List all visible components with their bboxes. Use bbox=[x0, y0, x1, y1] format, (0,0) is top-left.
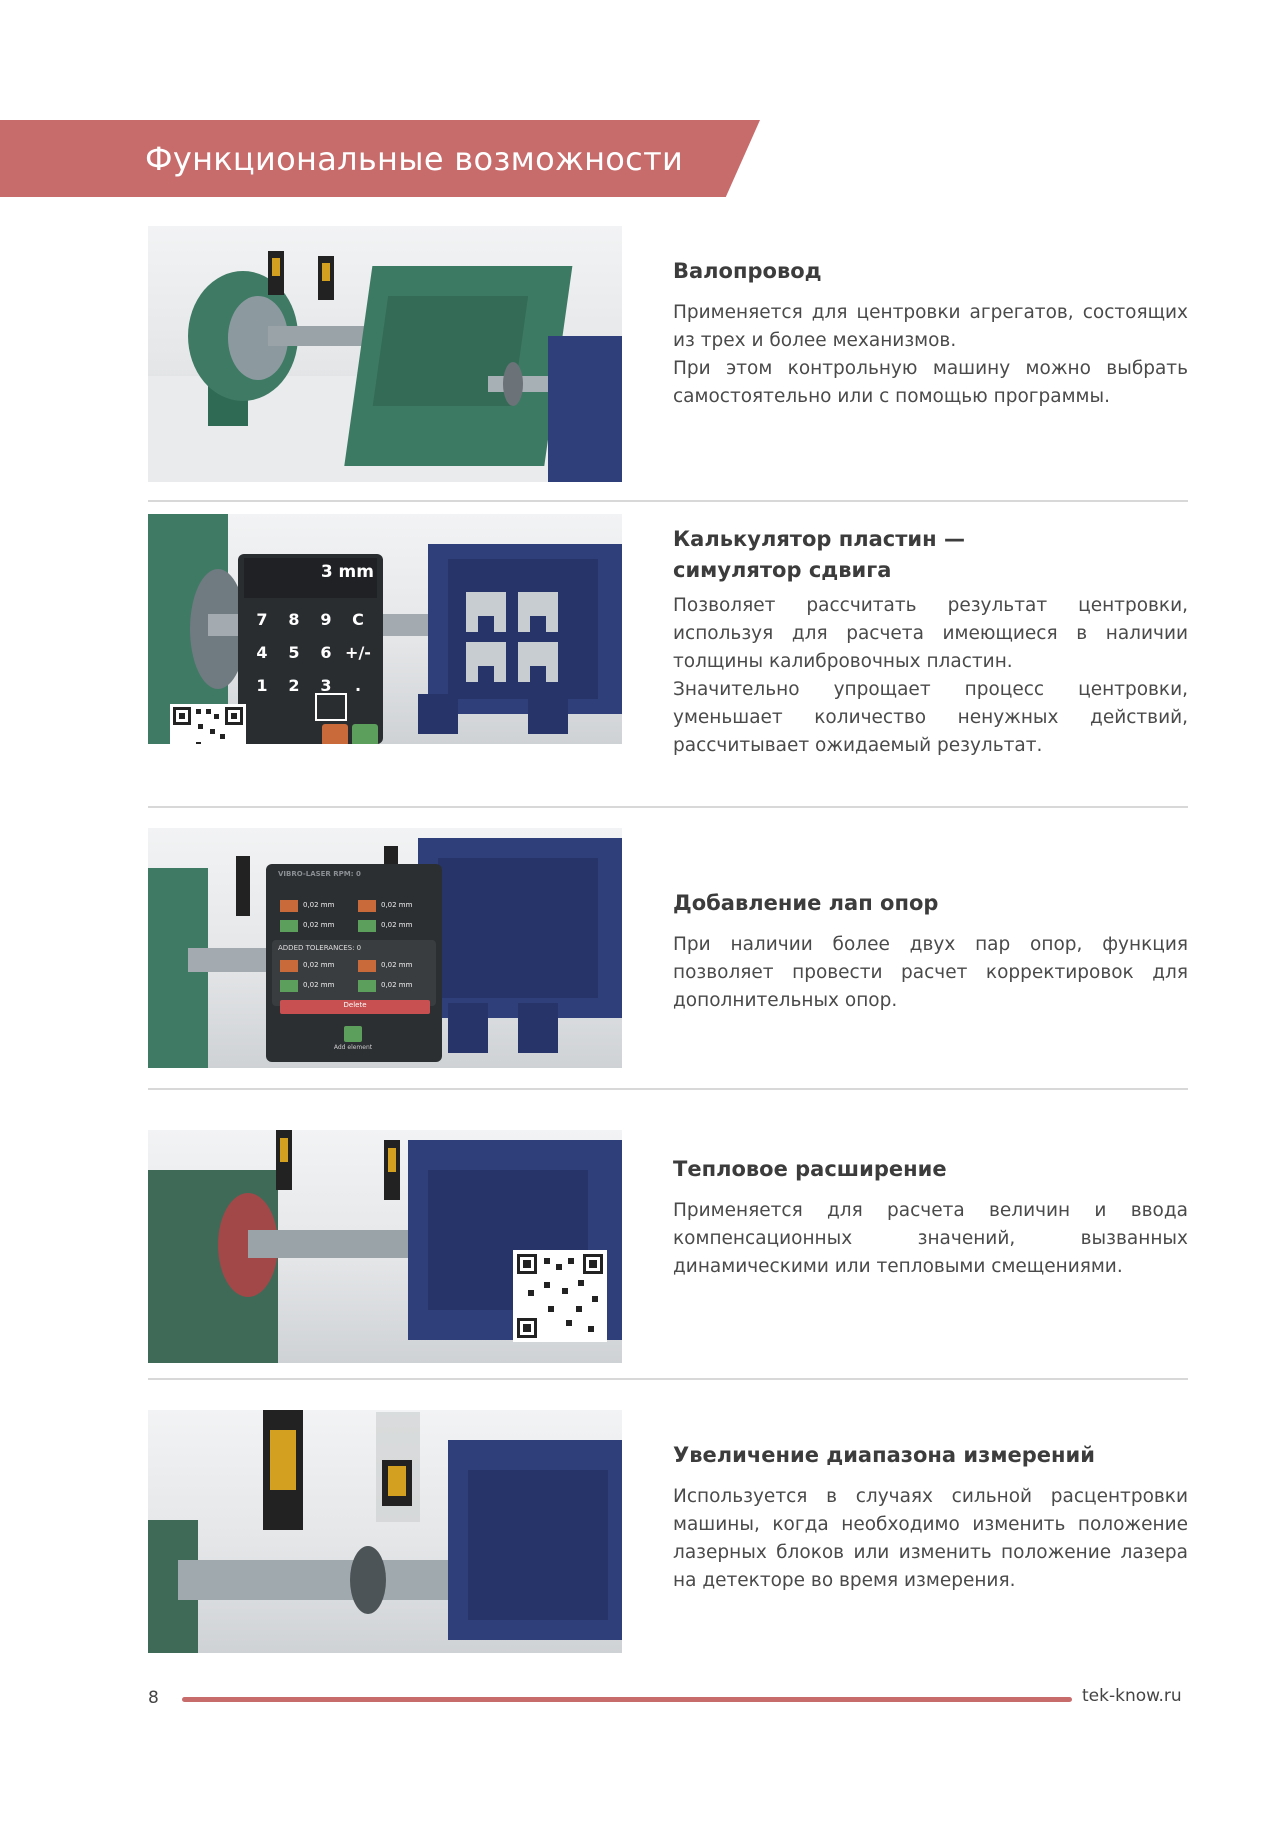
section-body bbox=[673, 1483, 1188, 1595]
screen-value: 0,02 mm bbox=[303, 961, 335, 969]
screen-value: 0,02 mm bbox=[381, 921, 413, 929]
calculator-key: 7 bbox=[256, 610, 268, 629]
screen-value: 0,02 mm bbox=[303, 921, 335, 929]
section-paragraph: При наличии более двух пар опор, функция позволяет провести расчет корректировок для дополнительных опор. bbox=[673, 934, 1188, 1011]
page-number: 8 bbox=[148, 1688, 159, 1708]
calculator-key: 2 bbox=[288, 676, 300, 695]
screen-tolerances-label: ADDED TOLERANCES: 0 bbox=[278, 944, 362, 952]
section-body bbox=[673, 931, 1188, 1015]
calculator-key: 5 bbox=[288, 643, 300, 662]
photo-shaft-train bbox=[148, 226, 622, 482]
section-body bbox=[673, 299, 1188, 411]
section-title: Валопровод bbox=[673, 259, 822, 283]
screen-value: 0,02 mm bbox=[381, 901, 413, 909]
screen-value: 0,02 mm bbox=[381, 961, 413, 969]
calculator-key: +/- bbox=[345, 643, 371, 662]
calculator-key: 6 bbox=[320, 643, 332, 662]
screen-header: VIBRO-LASER RPM: 0 bbox=[278, 870, 361, 878]
screen-value: 0,02 mm bbox=[303, 981, 335, 989]
section-divider bbox=[148, 500, 1188, 502]
section-paragraph: Применяется для расчета величин и ввода компенсационных значений, вызванных динамическими или тепловыми смещениями. bbox=[673, 1200, 1188, 1277]
screen-delete-label: Delete bbox=[343, 1001, 367, 1009]
calculator-key: 9 bbox=[320, 610, 332, 629]
screen-add-label: Add element bbox=[333, 1044, 373, 1051]
section-divider bbox=[148, 1378, 1188, 1380]
calculator-keypad bbox=[246, 610, 374, 695]
screen-value: 0,02 mm bbox=[303, 901, 335, 909]
photo-thermal-expansion bbox=[148, 1130, 622, 1363]
calculator-key: C bbox=[352, 610, 364, 629]
calculator-key: 1 bbox=[256, 676, 268, 695]
calculator-key: . bbox=[354, 676, 362, 695]
section-body bbox=[673, 592, 1188, 760]
section-body bbox=[673, 1197, 1188, 1281]
section-divider bbox=[148, 806, 1188, 808]
section-title: Тепловое расширение bbox=[673, 1157, 947, 1181]
section-paragraph: Значительно упрощает процесс центровки, уменьшает количество ненужных действий, рассчитывает ожидаемый результат. bbox=[673, 679, 1188, 756]
section-paragraph: Применяется для центровки агрегатов, состоящих из трех и более механизмов. bbox=[673, 302, 1188, 351]
photo-measurement-range bbox=[148, 1410, 622, 1653]
section-title: Добавление лап опор bbox=[673, 891, 939, 915]
calculator-key: 3 bbox=[320, 676, 332, 695]
photo-add-feet bbox=[148, 828, 622, 1068]
calculator-display: 3 mm bbox=[320, 562, 374, 582]
calculator-key: 4 bbox=[256, 643, 268, 662]
photo-shim-calculator bbox=[148, 514, 622, 744]
section-title: Калькулятор пластин — симулятор сдвига bbox=[673, 527, 965, 582]
page-title: Функциональные возможности bbox=[145, 140, 684, 178]
footer-rule bbox=[182, 1697, 1072, 1702]
section-paragraph: При этом контрольную машину можно выбрать самостоятельно или с помощью программы. bbox=[673, 358, 1188, 407]
calculator-key: 8 bbox=[288, 610, 300, 629]
section-paragraph: Используется в случаях сильной расцентровки машины, когда необходимо изменить положение лазерных блоков или изменить положение лазера на детекторе во время измерения. bbox=[673, 1486, 1188, 1591]
footer-site-link[interactable]: tek-know.ru bbox=[1082, 1686, 1182, 1706]
section-paragraph: Позволяет рассчитать результат центровки, используя для расчета имеющиеся в наличии толщины калибровочных пластин. bbox=[673, 595, 1188, 672]
screen-value: 0,02 mm bbox=[381, 981, 413, 989]
section-divider bbox=[148, 1088, 1188, 1090]
section-title: Увеличение диапазона измерений bbox=[673, 1443, 1095, 1467]
